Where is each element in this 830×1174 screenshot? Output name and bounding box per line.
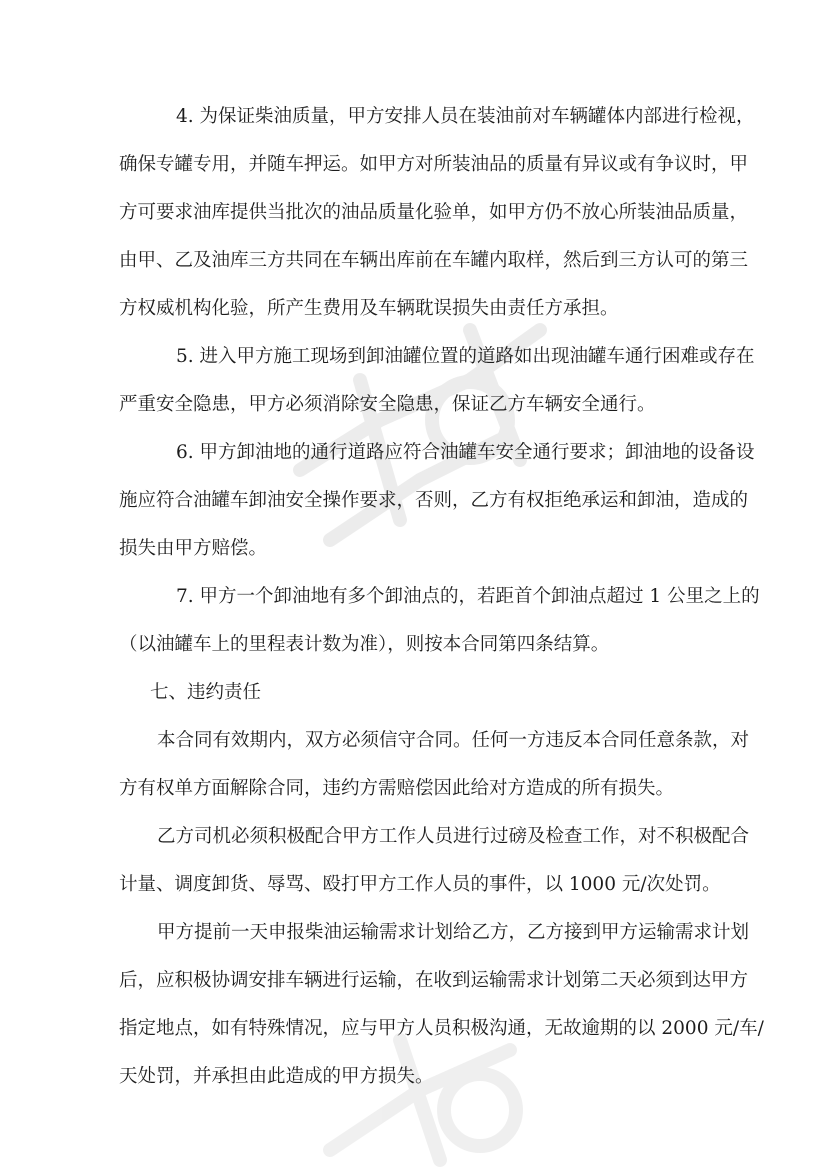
breach-para-3-line-4: 天处罚，并承担由此造成的甲方损失。 xyxy=(119,1066,434,1087)
breach-para-1-line-2: 方有权单方面解除合同，违约方需赔偿因此给对方造成的所有损失。 xyxy=(119,778,675,799)
clause-5-line-1: 5. 进入甲方施工现场到卸油罐位置的道路如出现油罐车通行困难或存在 xyxy=(176,346,755,367)
clause-7-line-1: 7. 甲方一个卸油地有多个卸油点的，若距首个卸油点超过 1 公里之上的 xyxy=(176,586,760,607)
clause-4-line-1: 4. 为保证柴油质量，甲方安排人员在装油前对车辆罐体内部进行检视， xyxy=(176,106,755,127)
breach-para-3-line-3: 指定地点，如有特殊情况，应与甲方人员积极沟通，无故逾期的以 2000 元/车/ xyxy=(119,1018,764,1039)
clause-5-line-2: 严重安全隐患，甲方必须消除安全隐患，保证乙方车辆安全通行。 xyxy=(119,394,656,415)
clause-4-line-5: 方权威机构化验，所产生费用及车辆耽误损失由责任方承担。 xyxy=(119,298,619,319)
breach-para-1-line-1: 本合同有效期内，双方必须信守合同。任何一方违反本合同任意条款，对 xyxy=(157,730,750,751)
breach-para-3-line-2: 后，应积极协调安排车辆进行运输，在收到运输需求计划第二天必须到达甲方 xyxy=(119,970,749,991)
clause-4-line-3: 方可要求油库提供当批次的油品质量化验单，如甲方仍不放心所装油品质量， xyxy=(119,202,749,223)
clause-7-line-2: （以油罐车上的里程表计数为准），则按本合同第四条结算。 xyxy=(119,634,610,655)
clause-6-line-1: 6. 甲方卸油地的通行道路应符合油罐车安全通行要求；卸油地的设备设 xyxy=(176,442,755,463)
breach-para-3-line-1: 甲方提前一天申报柴油运输需求计划给乙方，乙方接到甲方运输需求计划 xyxy=(157,922,750,943)
breach-para-2-line-1: 乙方司机必须积极配合甲方工作人员进行过磅及检查工作，对不积极配合 xyxy=(157,826,750,847)
clause-6-line-2: 施应符合油罐车卸油安全操作要求，否则，乙方有权拒绝承运和卸油，造成的 xyxy=(119,490,749,511)
clause-4-line-4: 由甲、乙及油库三方共同在车辆出库前在车罐内取样，然后到三方认可的第三 xyxy=(119,250,749,271)
clause-4-line-2: 确保专罐专用，并随车押运。如甲方对所装油品的质量有异议或有争议时，甲 xyxy=(119,154,749,175)
breach-para-2-line-2: 计量、调度卸货、辱骂、殴打甲方工作人员的事件，以 1000 元/次处罚。 xyxy=(119,874,721,895)
section-heading-breach: 七、违约责任 xyxy=(150,682,262,703)
clause-6-line-3: 损失由甲方赔偿。 xyxy=(119,538,268,559)
